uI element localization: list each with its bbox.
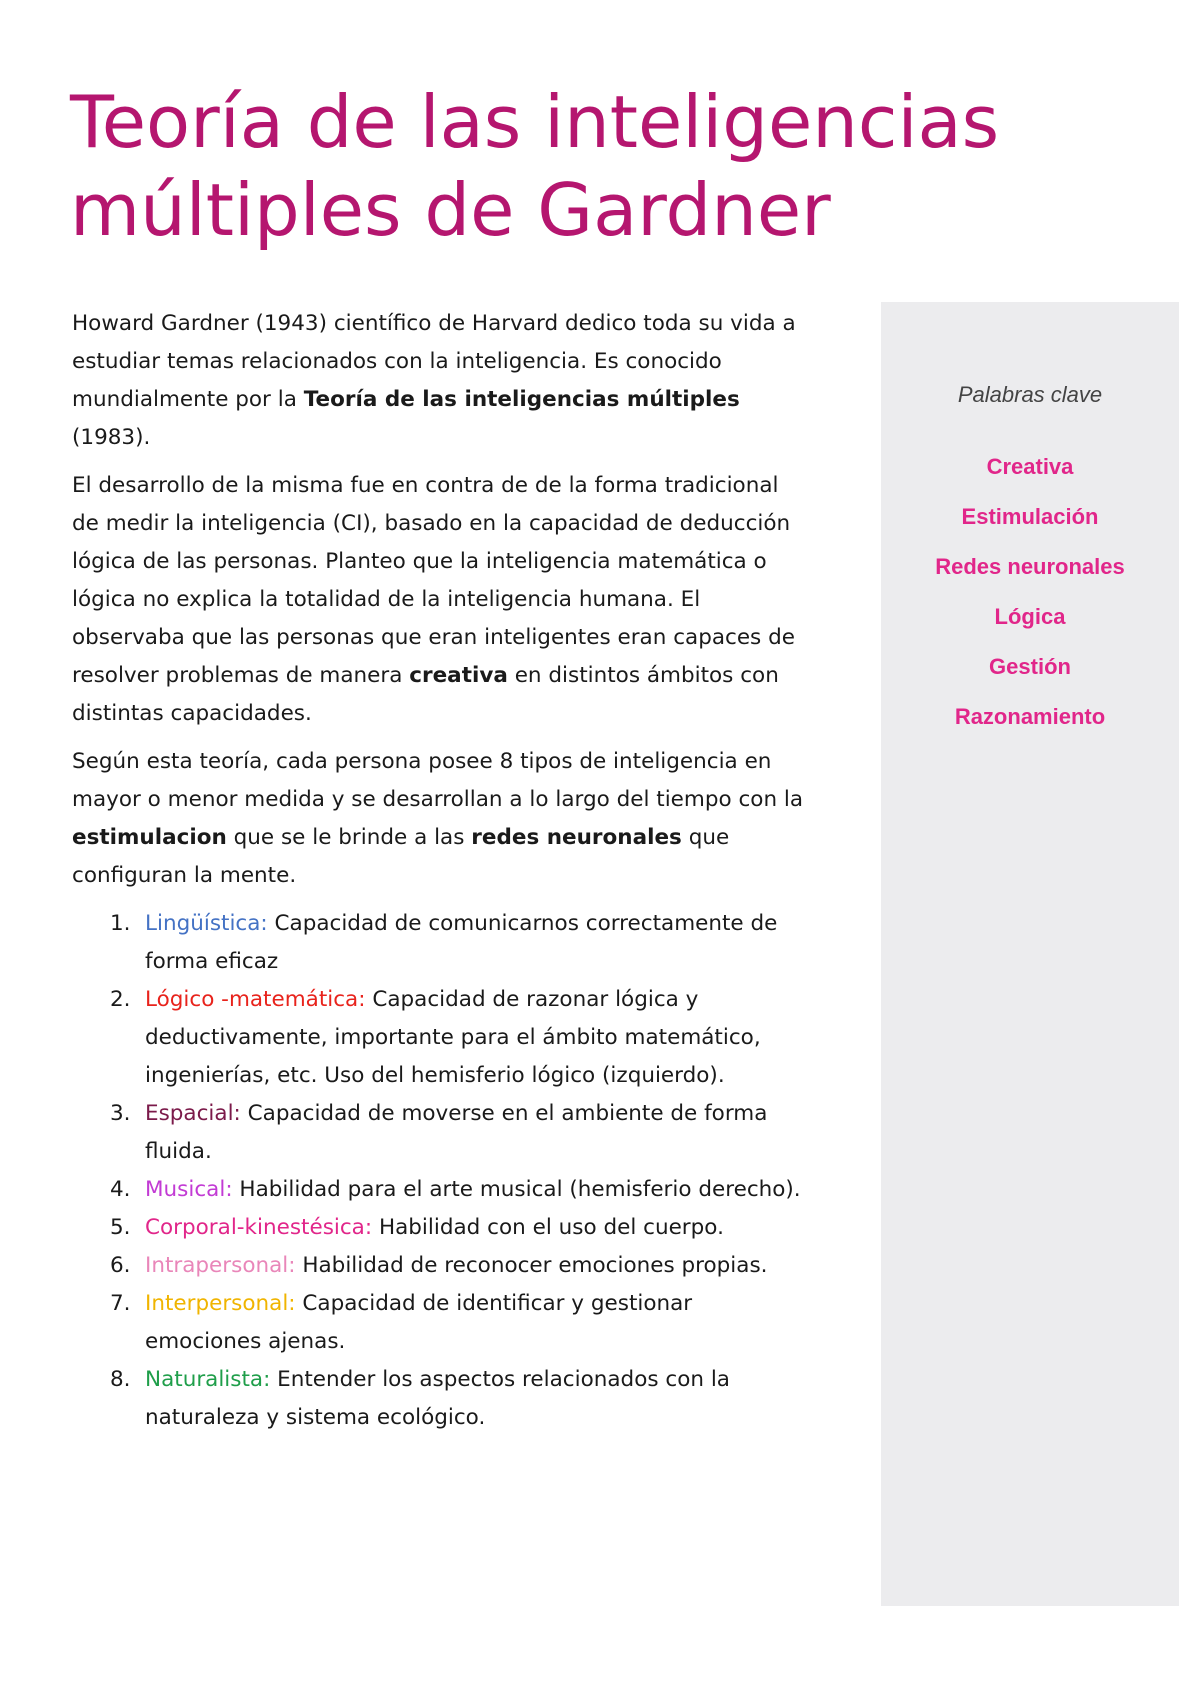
list-number: 5. (110, 1215, 131, 1240)
development-paragraph (72, 467, 812, 733)
development-text-end: en distintos ámbitos con distintas capacidades. (72, 663, 779, 726)
intelligence-description: Capacidad de comunicarnos correctamente de forma eficaz (145, 911, 778, 974)
theory-text-mid: que se le brinde a las (226, 825, 472, 850)
list-number: 4. (110, 1177, 131, 1202)
intelligence-term: Naturalista: (145, 1367, 271, 1392)
list-number: 6. (110, 1253, 131, 1278)
theory-text-end: que configuran la mente. (72, 825, 730, 888)
intelligence-term: Interpersonal: (145, 1291, 296, 1316)
theory-text: Según esta teoría, cada persona posee 8 tipos de inteligencia en mayor o menor medida y se desarrollan a lo largo del tiempo con la (72, 749, 804, 812)
theory-paragraph (72, 743, 812, 895)
list-item-interpersonal (72, 1285, 812, 1361)
development-bold-text: creativa (409, 663, 508, 688)
intelligence-description: Habilidad con el uso del cuerpo. (372, 1215, 724, 1240)
intro-paragraph (72, 305, 812, 457)
keyword-item: Gestión (989, 654, 1071, 679)
list-item-logico-matematica (72, 981, 812, 1095)
keywords-list (881, 442, 1179, 742)
intelligence-term: Intrapersonal: (145, 1253, 296, 1278)
intelligence-term: Espacial: (145, 1101, 241, 1126)
list-item-espacial (72, 1095, 812, 1171)
list-item-musical (72, 1171, 812, 1209)
list-number: 8. (110, 1367, 131, 1392)
list-item-linguistica (72, 905, 812, 981)
list-item-corporal-kinestesica (72, 1209, 812, 1247)
list-item-naturalista (72, 1361, 812, 1437)
keyword-item: Estimulación (961, 504, 1099, 529)
intelligence-description: Capacidad de identificar y gestionar emociones ajenas. (145, 1291, 693, 1354)
keyword-item: Lógica (994, 604, 1066, 629)
intelligence-description: Entender los aspectos relacionados con la naturaleza y sistema ecológico. (145, 1367, 730, 1430)
document-title: Teoría de las inteligencias múltiples de Gardner (70, 80, 1000, 252)
intelligence-description: Habilidad para el arte musical (hemisferio derecho). (232, 1177, 801, 1202)
main-content (72, 305, 812, 1437)
intelligence-term: Musical: (145, 1177, 233, 1202)
list-number: 2. (110, 987, 131, 1012)
keywords-heading: Palabras clave (957, 382, 1103, 407)
list-item-intrapersonal (72, 1247, 812, 1285)
intro-text-end: (1983). (72, 425, 151, 450)
intelligence-description: Capacidad de razonar lógica y deductivamente, importante para el ámbito matemático, ingenierías, etc. Uso del hemisferio lógico (izquierdo). (145, 987, 761, 1088)
intelligence-description: Capacidad de moverse en el ambiente de forma fluida. (145, 1101, 768, 1164)
development-text: El desarrollo de la misma fue en contra de de la forma tradicional de medir la inteligencia (CI), basado en la capacidad de deducción lógica de las personas. Planteo que la inteligencia matemática o lógica no explica la totalidad de la inteligencia humana. El observaba que las personas que eran inteligentes eran capaces de resolver problemas de manera (72, 473, 795, 688)
keyword-item: Creativa (986, 454, 1074, 479)
intro-bold-text: Teoría de las inteligencias múltiples (303, 387, 740, 412)
theory-bold-text-2: redes neuronales (471, 825, 682, 850)
list-number: 3. (110, 1101, 131, 1126)
intelligence-description: Habilidad de reconocer emociones propias. (295, 1253, 768, 1278)
intelligence-term: Corporal-kinestésica: (145, 1215, 373, 1240)
keyword-item: Razonamiento (954, 704, 1106, 729)
keyword-item: Redes neuronales (935, 554, 1125, 579)
intro-text: Howard Gardner (1943) científico de Harvard dedico toda su vida a estudiar temas relacionados con la inteligencia. Es conocido mundialmente por la (72, 311, 796, 412)
theory-bold-text-1: estimulacion (72, 825, 227, 850)
intelligence-term: Lingüística: (145, 911, 268, 936)
list-number: 1. (110, 911, 131, 936)
intelligences-list (72, 905, 812, 1437)
list-number: 7. (110, 1291, 131, 1316)
keywords-sidebar (881, 302, 1179, 1606)
intelligence-term: Lógico -matemática: (145, 987, 366, 1012)
